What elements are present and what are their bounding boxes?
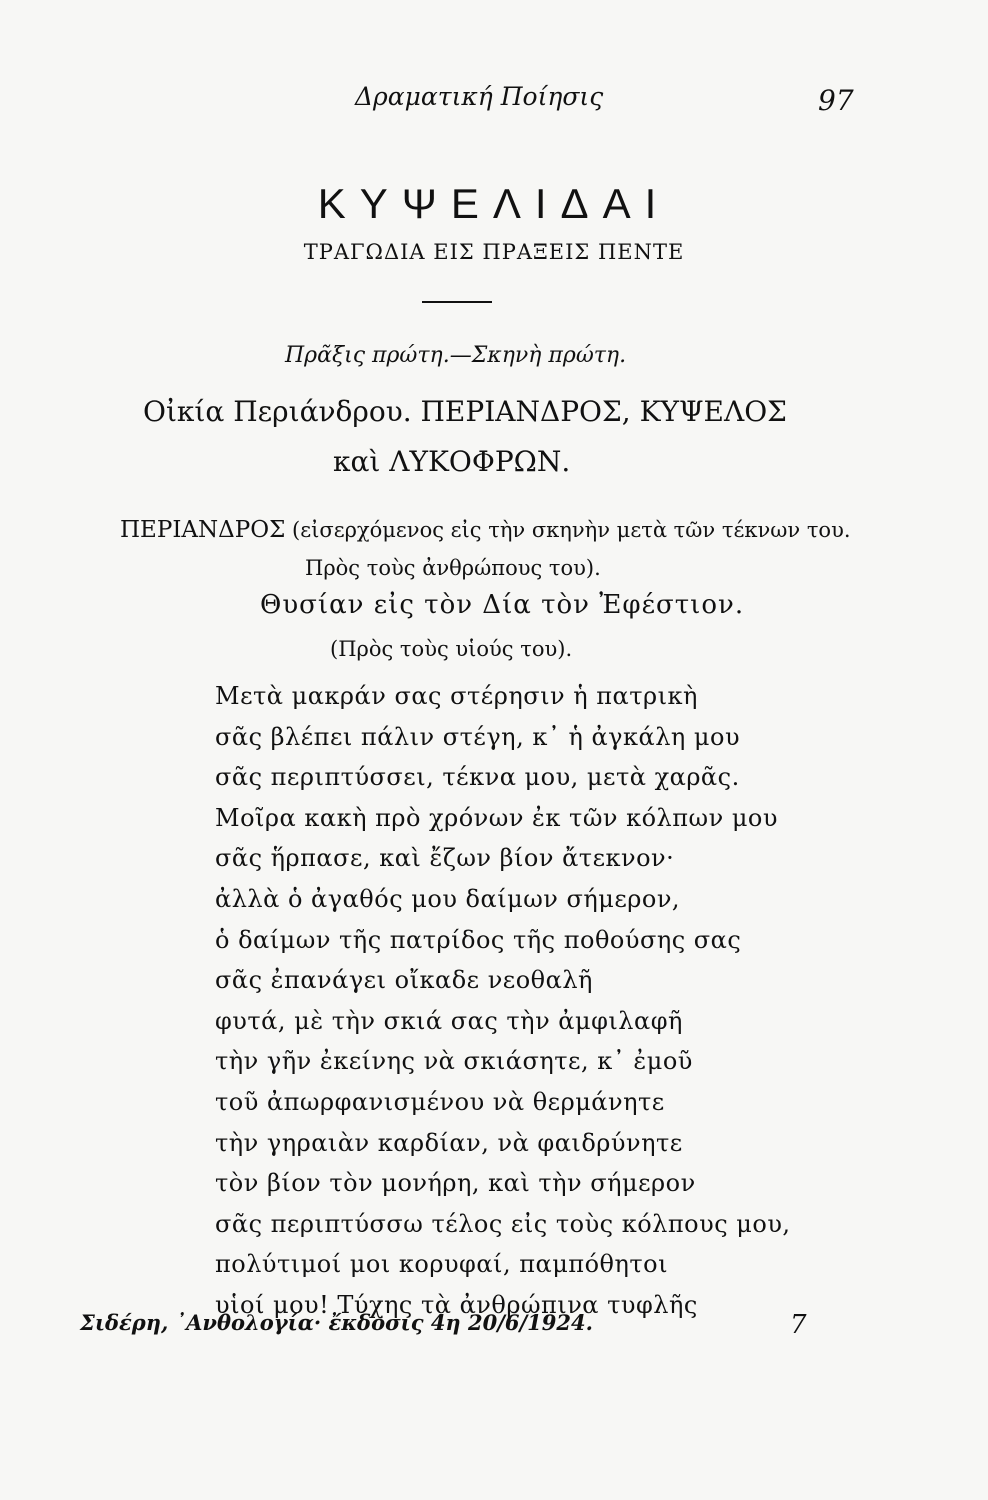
- speaker-name: ΠΕΡΙΑΝΔΡΟΣ: [120, 517, 286, 543]
- verse-line: Μοῖρα κακὴ πρὸ χρόνων ἐκ τῶν κόλπων μου: [215, 803, 778, 832]
- verse-line: τοῦ ἀπωρφανισμένου νὰ θερμάνητε: [215, 1087, 665, 1116]
- act-scene-heading: Πρᾶξις πρώτη.—Σκηνὴ πρώτη.: [285, 343, 627, 368]
- first-verse: Θυσίαν εἰς τὸν Δία τὸν Ἐφέστιον.: [260, 590, 745, 620]
- verse-line: πολύτιμοί μοι κορυφαί, παμπόθητοι: [215, 1250, 668, 1279]
- verse-line: τὴν γηραιὰν καρδίαν, νὰ φαιδρύνητε: [215, 1128, 683, 1157]
- verse-line: σᾶς ἥρπασε, καὶ ἔζων βίον ἄτεκνον·: [215, 844, 675, 873]
- verse-line: ὁ δαίμων τῆς πατρίδος τῆς ποθούσης σας: [215, 925, 742, 954]
- play-subtitle: ΤΡΑΓΩΔΙΑ ΕΙΣ ΠΡΑΞΕΙΣ ΠΕΝΤΕ: [303, 240, 685, 264]
- running-title: Δραματική Ποίησις: [355, 82, 604, 111]
- verse-line: σᾶς περιπτύσσει, τέκνα μου, μετὰ χαρᾶς.: [215, 763, 740, 792]
- setting-line-1: Οἰκία Περιάνδρου. ΠΕΡΙΑΝΔΡΟΣ, ΚΥΨΕΛΟΣ: [143, 395, 787, 428]
- verse-block: [215, 676, 791, 1326]
- divider-rule: [422, 301, 492, 303]
- play-title: ΚΥΨΕΛΙΔΑΙ: [317, 180, 671, 227]
- stage-direction-1: (εἰσερχόμενος εἰς τὴν σκηνὴν μετὰ τῶν τέκνων του.: [292, 518, 851, 542]
- verse-line: τὸν βίον τὸν μονήρη, καὶ τὴν σήμερον: [215, 1169, 696, 1198]
- verse-line: τὴν γῆν ἐκείνης νὰ σκιάσητε, κ᾽ ἐμοῦ: [215, 1047, 693, 1076]
- verse-line: σᾶς βλέπει πάλιν στέγη, κ᾽ ἡ ἀγκάλη μου: [215, 722, 741, 751]
- stage-direction-1-cont: Πρὸς τοὺς ἀνθρώπους του).: [305, 556, 601, 580]
- verse-line: υἱοί μου! Τύχης τὰ ἀνθρώπινα τυφλῆς: [215, 1290, 698, 1319]
- speaker-line: [120, 517, 851, 543]
- setting-line-2: καὶ ΛΥΚΟΦΡΩΝ.: [333, 445, 571, 478]
- stage-direction-2: (Πρὸς τοὺς υἱούς του).: [330, 637, 573, 661]
- signature-mark: 7: [790, 1310, 807, 1340]
- verse-line: ἀλλὰ ὁ ἀγαθός μου δαίμων σήμερον,: [215, 884, 681, 913]
- verse-line: φυτά, μὲ τὴν σκιά σας τὴν ἀμφιλαφῆ: [215, 1006, 683, 1035]
- verse-line: Μετὰ μακράν σας στέρησιν ἡ πατρικὴ: [215, 682, 698, 710]
- verse-line: σᾶς ἐπανάγει οἴκαδε νεοθαλῆ: [215, 966, 593, 995]
- verse-line: σᾶς περιπτύσσω τέλος εἰς τοὺς κόλπους μου,: [215, 1209, 791, 1238]
- footer-citation: Σιδέρη, ᾽Ανθολογία· ἔκδοσις 4η 20/6/1924.: [80, 1310, 593, 1335]
- page-number: 97: [818, 84, 854, 117]
